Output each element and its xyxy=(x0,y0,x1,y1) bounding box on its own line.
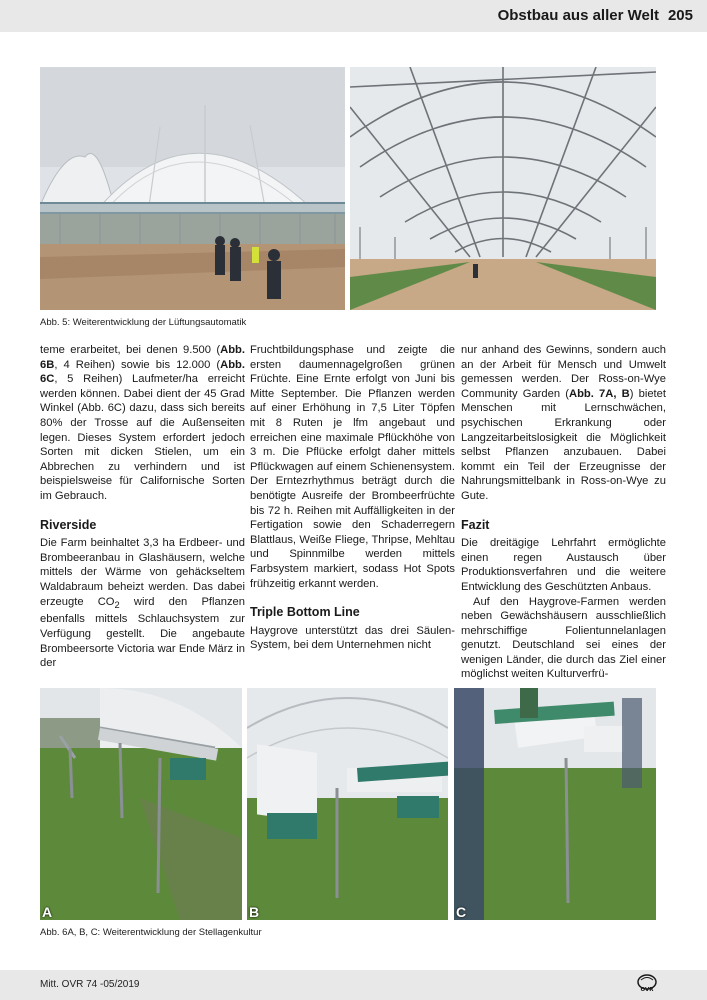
tunnel-exterior-illustration xyxy=(40,67,345,310)
table-top-culture-illustration-a xyxy=(40,688,242,920)
paragraph: nur anhand des Gewinns, sondern auch an der Arbeit für Mensch und Umwelt gemessen werden. Der Ross-on-Wye Community Garden (Abb. 7A, B) bietet Menschen mit Lernschwächen, psychischen Erkrankung oder Langzeitarbeitslosigkeit die Möglichkeit selbst Pflanzen anzubauen. Dabei kommt ein Teil der Erzeugnisse der Nahrungsmittelbank in Ross-on-Wye zu Gute. xyxy=(461,344,666,502)
table-top-culture-illustration-c xyxy=(454,688,656,920)
paragraph: Die Farm beinhaltet 3,3 ha Erdbeer- und Brombeeranbau in Glashäusern, welche mittels der Wärme von gehäckseltem Waldabraum beheizt werden. Das dabei erzeugte $CO_2$ wird den Pflanzen ebenfalls mittels Schlauchsystem zur Verfügung gestellt. Die angebaute Brombeersorte Victoria war Ende März in der xyxy=(40,537,245,670)
panel-label-c: C xyxy=(456,904,467,920)
text-column-2 xyxy=(250,343,455,653)
photo-fig5-left xyxy=(40,67,345,310)
photo-fig6-b xyxy=(247,688,448,920)
panel-label-b: B xyxy=(249,904,260,920)
photo-fig5-right xyxy=(350,67,656,310)
logo-text: OVR xyxy=(640,987,654,992)
section-heading-fazit: Fazit xyxy=(461,517,490,532)
table-top-culture-illustration-b xyxy=(247,688,448,920)
paragraph: teme erarbeitet, bei denen 9.500 (Abb. 6B, 4 Reihen) sowie bis 12.000 (Abb. 6C, 5 Reihen) Laufmeter/ha erreicht werden können. Dabei dient der 45 Grad Winkel (Abb. 6C) dazu, dass sich bereits 80% der Trosse auf die Außenseiten legen. Dieses System erfordert jedoch Sorten mit dicken Stielen, um ein Abbrechen zu verhindern und ist beispielsweise für Californische Sorten im Gebrauch. xyxy=(40,344,245,502)
figure-5-caption: Abb. 5: Weiterentwicklung der Lüftungsautomatik xyxy=(40,317,247,328)
page-number: 205 xyxy=(667,7,693,24)
paragraph: Fruchtbildungsphase und zeigte die ersten daumennagelgroßen grünen Früchte. Eine Ernte erfolgt von Juni bis Mitte September. Die Pflanzen werden auf einer Erhöhung in 7,5 Liter Töpfen mit 8 Ruten je lfm angebaut und erreichen eine maximale Pflückhöhe von 3 m. Die Pflücke erfolgt daher mittels Pflückwagen auf einem Schienensystem. Der Erntezrhythmus beträgt durch die benötigte Ausreife der Brombeerfrüchte bis 72 h. Reihen mit Auffälligkeiten in der Fertigation sowie den Schaderregern Blattlaus, Weiße Fliege, Thripse, Mehltau und Spinnmilbe werden mittels Farbsystem markiert, sodass Hot Spots frühzeitig erkannt werden. xyxy=(250,344,455,590)
paragraph: Die dreitägige Lehrfahrt ermöglichte einen regen Austausch über Produktionsverfahren und die weitere Entwicklung des Geschützten Anbaus. xyxy=(461,537,666,593)
section-heading-riverside: Riverside xyxy=(40,517,97,532)
paragraph: Auf den Haygrove-Farmen werden neben Gewächshäusern ausschließlich mehrschiffige Folientunnelanlagen genutzt. Deutschland sei eines der wenigen Länder, die durch das Ziel einer möglichst weiten Kulturverfrü- xyxy=(461,595,666,681)
journal-citation: Mitt. OVR 74 -05/2019 xyxy=(40,979,140,990)
photo-fig6-a xyxy=(40,688,242,920)
text-column-3 xyxy=(461,343,666,682)
section-heading-triple-bottom-line: Triple Bottom Line xyxy=(250,605,360,620)
running-header: Obstbau aus aller Welt xyxy=(497,7,659,24)
photo-fig6-c xyxy=(454,688,656,920)
panel-label-a: A xyxy=(42,904,53,920)
text-column-1 xyxy=(40,343,245,671)
ovr-logo-icon xyxy=(636,974,658,992)
figure-6-caption: Abb. 6A, B, C: Weiterentwicklung der Stellagenkultur xyxy=(40,927,262,938)
paragraph: Haygrove unterstützt das drei Säulen-System, bei dem Unternehmen nicht xyxy=(250,624,455,652)
tunnel-frame-illustration xyxy=(350,67,656,310)
